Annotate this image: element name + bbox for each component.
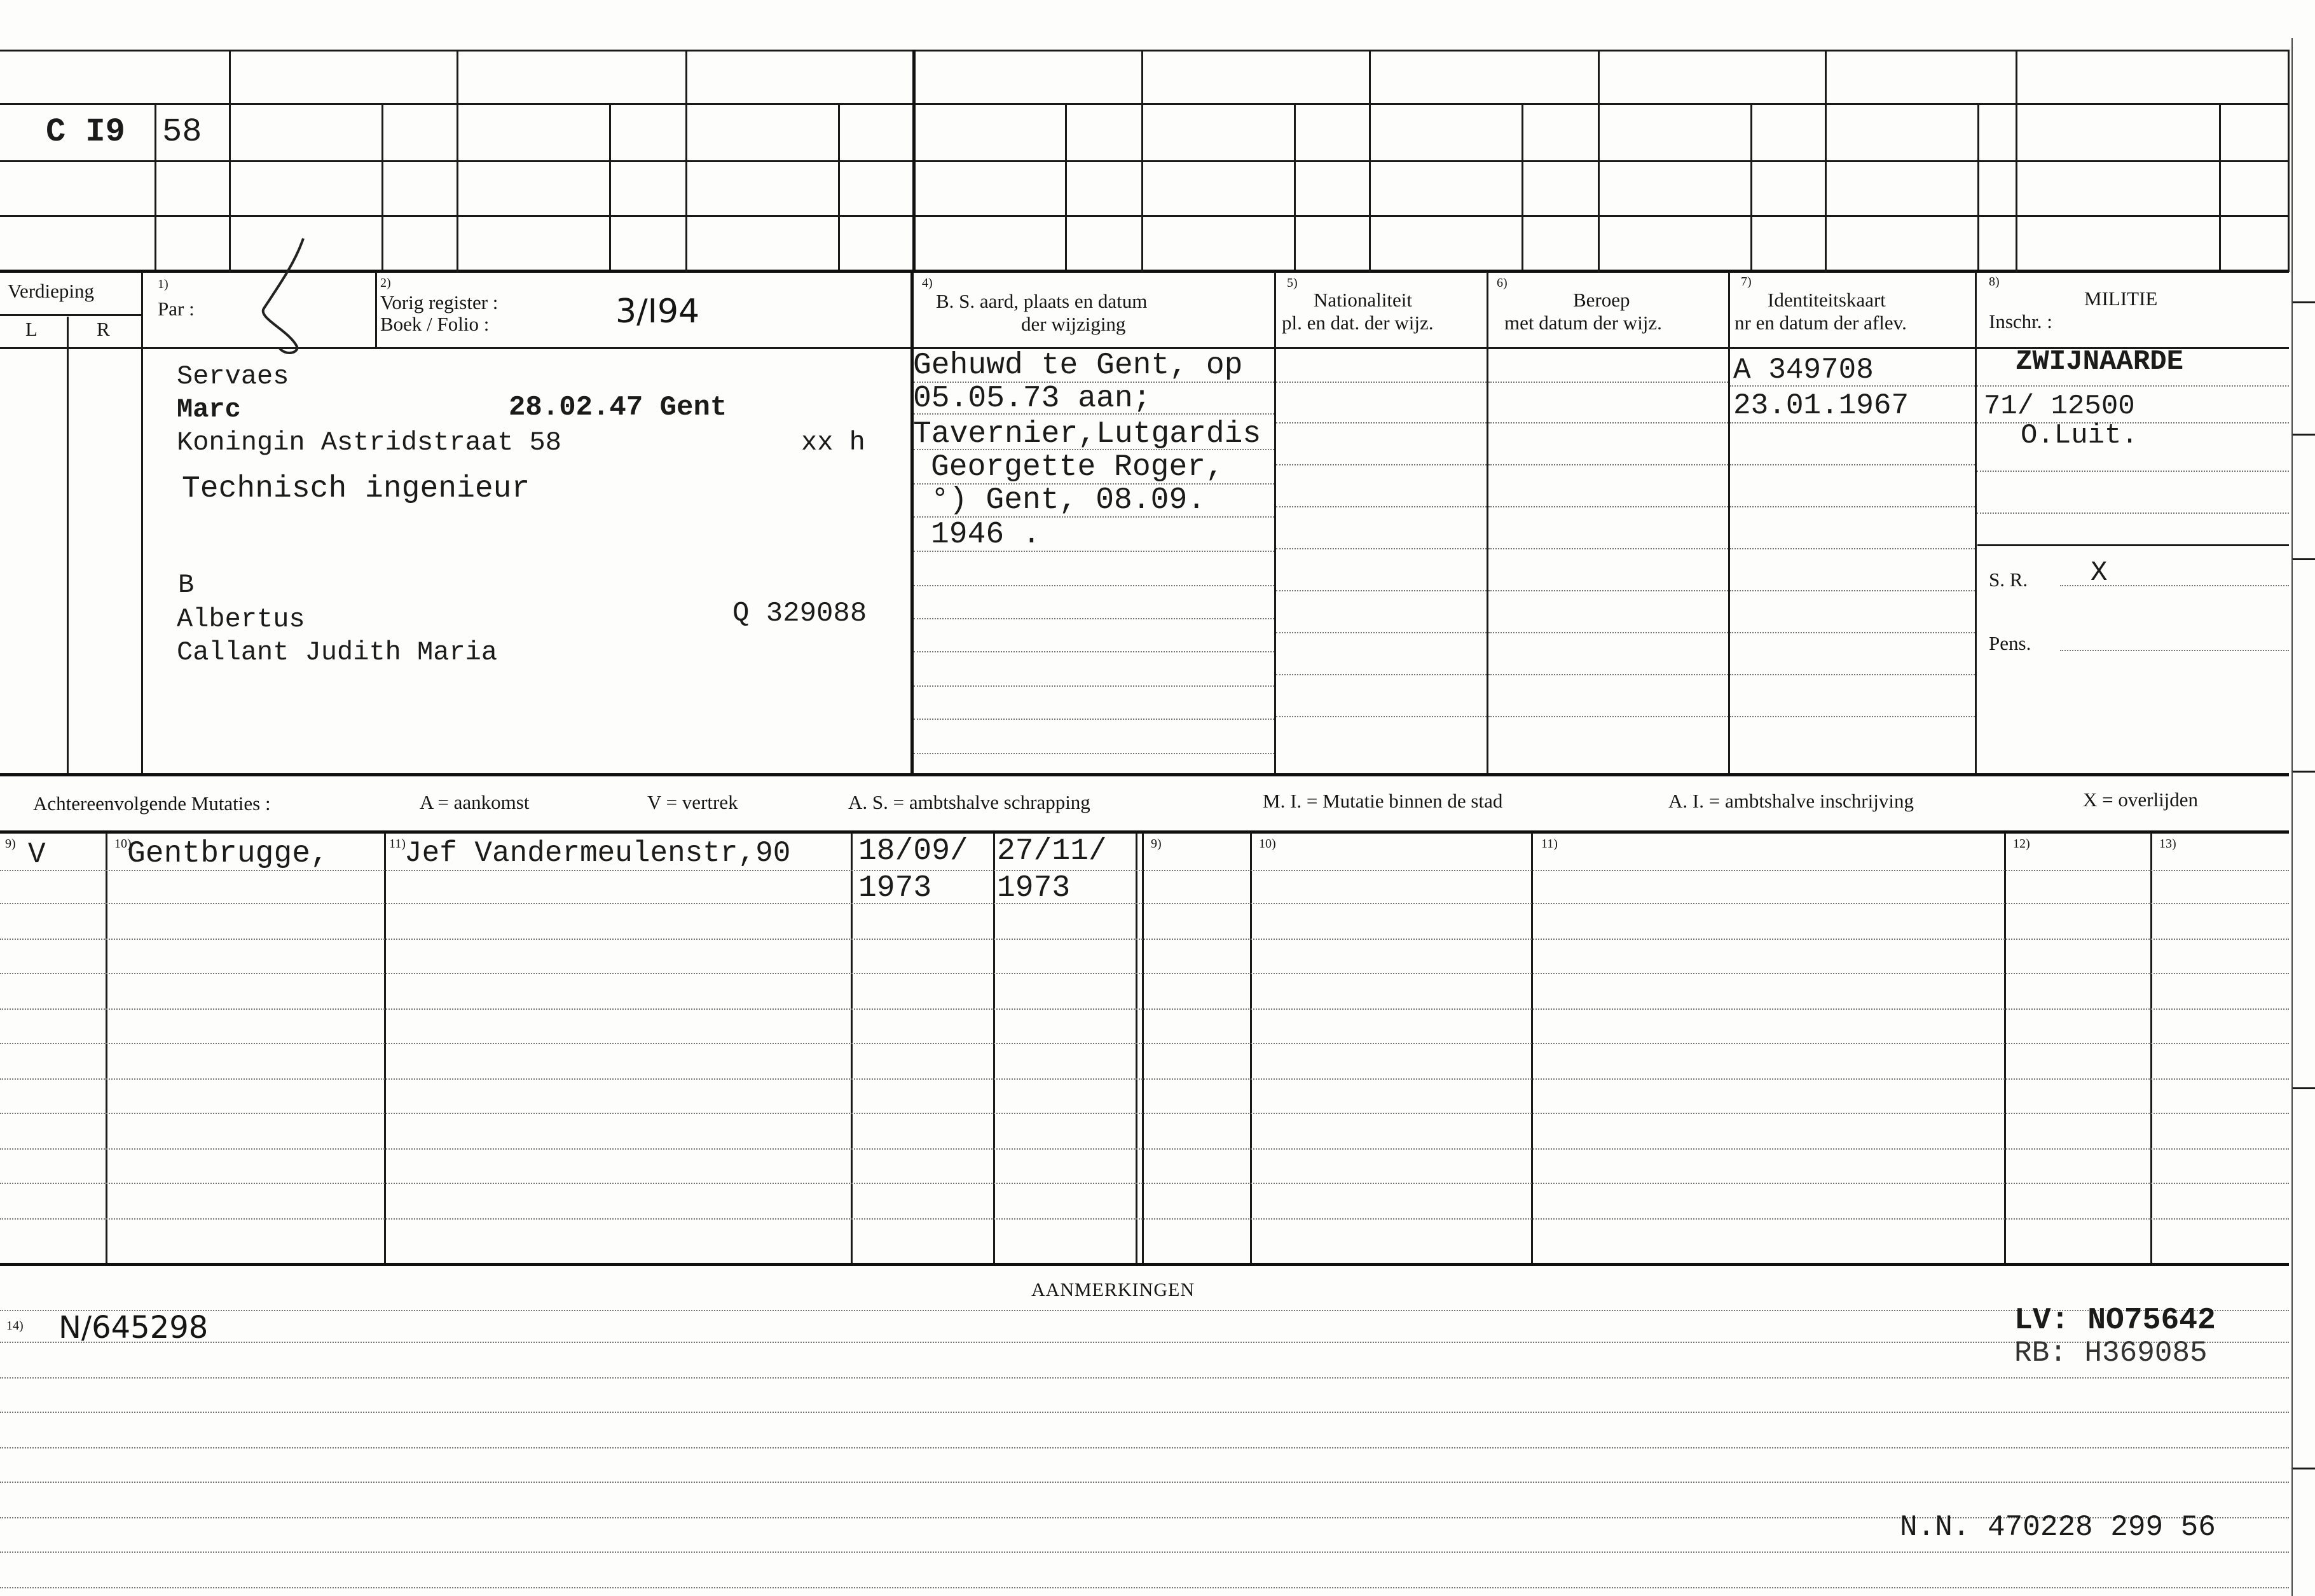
id-number: 7) <box>1741 275 1752 289</box>
card-code: C I9 <box>46 113 125 151</box>
mut-col-11-number: 11) <box>389 837 406 851</box>
floor-l-label: L <box>25 318 38 340</box>
mut-place: Gentbrugge, <box>127 837 329 871</box>
vorig-number: 2) <box>380 276 391 290</box>
bs-number: 4) <box>922 276 933 290</box>
person-mother: Callant Judith Maria <box>177 637 498 668</box>
beroep-header-1: Beroep <box>1573 289 1630 311</box>
mil-header: MILITIE <box>2084 287 2158 310</box>
person-address: Koningin Astridstraat 58 <box>177 427 561 458</box>
marriage-line-4: Georgette Roger, <box>931 450 1224 485</box>
marriage-line-2: 05.05.73 aan; <box>913 382 1151 416</box>
mut-col-9b-number: 9) <box>1151 837 1162 851</box>
boek-label: Boek / Folio : <box>380 313 490 335</box>
nat-number: 5) <box>1287 276 1298 290</box>
bs-header-1: B. S. aard, plaats en datum <box>936 290 1148 312</box>
par-signature-scribble <box>251 235 321 362</box>
marriage-line-1: Gehuwd te Gent, op <box>913 348 1243 383</box>
par-number: 1) <box>158 277 168 291</box>
legend-v: V = vertrek <box>647 791 738 813</box>
nat-header-1: Nationaliteit <box>1314 289 1412 311</box>
person-birth: 28.02.47 Gent <box>509 392 727 423</box>
remarks-nn: N.N. 470228 299 56 <box>1900 1511 2216 1544</box>
par-label: Par : <box>158 298 195 320</box>
militie-number: 71/ 12500 <box>1984 390 2135 422</box>
floor-r-label: R <box>97 318 110 340</box>
person-firstname: Marc <box>177 394 241 425</box>
mut-type: V <box>28 838 46 871</box>
militie-sub: O.Luit. <box>2021 420 2138 451</box>
legend-a: A = aankomst <box>420 791 530 813</box>
person-profession: Technisch ingenieur <box>182 472 530 506</box>
mut-col-12-number: 12) <box>2013 837 2030 851</box>
mut-date2-b: 1973 <box>997 871 1071 905</box>
remarks-title: AANMERKINGEN <box>1031 1279 1195 1300</box>
remarks-number: 14) <box>6 1319 24 1333</box>
remarks-rb: RB: H369085 <box>2014 1337 2208 1370</box>
person-surname: Servaes <box>177 361 289 392</box>
remarks-lv: LV: NO75642 <box>2014 1304 2216 1338</box>
person-mark: xx h <box>801 427 865 458</box>
mut-col-13-number: 13) <box>2159 837 2176 851</box>
id-header-1: Identiteitskaart <box>1768 289 1886 311</box>
remarks-code: N/645298 <box>58 1310 209 1345</box>
sr-label: S. R. <box>1989 568 2028 591</box>
verdieping-label: Verdieping <box>8 280 95 302</box>
mut-col-10b-number: 10) <box>1259 837 1276 851</box>
sr-value: X <box>2091 557 2108 589</box>
vorig-label: Vorig register : <box>380 291 498 313</box>
marriage-line-3: Tavernier,Lutgardis <box>913 417 1261 451</box>
person-father: Albertus <box>177 604 305 635</box>
militie-place: ZWIJNAARDE <box>2016 346 2184 378</box>
marriage-line-5: °) Gent, 08.09. <box>931 483 1206 518</box>
mut-col-10-number: 10) <box>114 837 132 851</box>
pens-label: Pens. <box>1989 632 2031 654</box>
mut-street: Jef Vandermeulenstr,90 <box>404 837 791 870</box>
marriage-line-6: 1946 . <box>931 518 1041 552</box>
legend-ai: A. I. = ambtshalve inschrijving <box>1668 790 1914 812</box>
mil-number: 8) <box>1989 275 2000 289</box>
card-number: 58 <box>162 113 202 151</box>
beroep-header-2: met datum der wijz. <box>1504 312 1662 334</box>
mil-inschr-label: Inschr. : <box>1989 310 2052 333</box>
person-letter: B <box>178 570 195 600</box>
mut-col-11b-number: 11) <box>1541 837 1558 851</box>
mut-col-9-number: 9) <box>5 837 16 851</box>
mut-date1-a: 18/09/ <box>858 834 968 869</box>
beroep-number: 6) <box>1497 276 1508 290</box>
id-date-value: 23.01.1967 <box>1733 389 1909 422</box>
legend-mi: M. I. = Mutatie binnen de stad <box>1263 790 1503 812</box>
id-number-value: A 349708 <box>1733 354 1874 387</box>
person-father-code: Q 329088 <box>732 598 867 629</box>
legend-x: X = overlijden <box>2083 788 2199 811</box>
nat-header-2: pl. en dat. der wijz. <box>1282 312 1434 334</box>
legend-title: Achtereenvolgende Mutaties : <box>33 792 271 815</box>
mut-date1-b: 1973 <box>858 871 932 905</box>
boek-value: 3/I94 <box>615 292 700 331</box>
bs-header-2: der wijziging <box>1021 313 1126 335</box>
mut-date2-a: 27/11/ <box>997 834 1107 869</box>
id-header-2: nr en datum der aflev. <box>1735 312 1907 334</box>
legend-as: A. S. = ambtshalve schrapping <box>848 791 1090 813</box>
